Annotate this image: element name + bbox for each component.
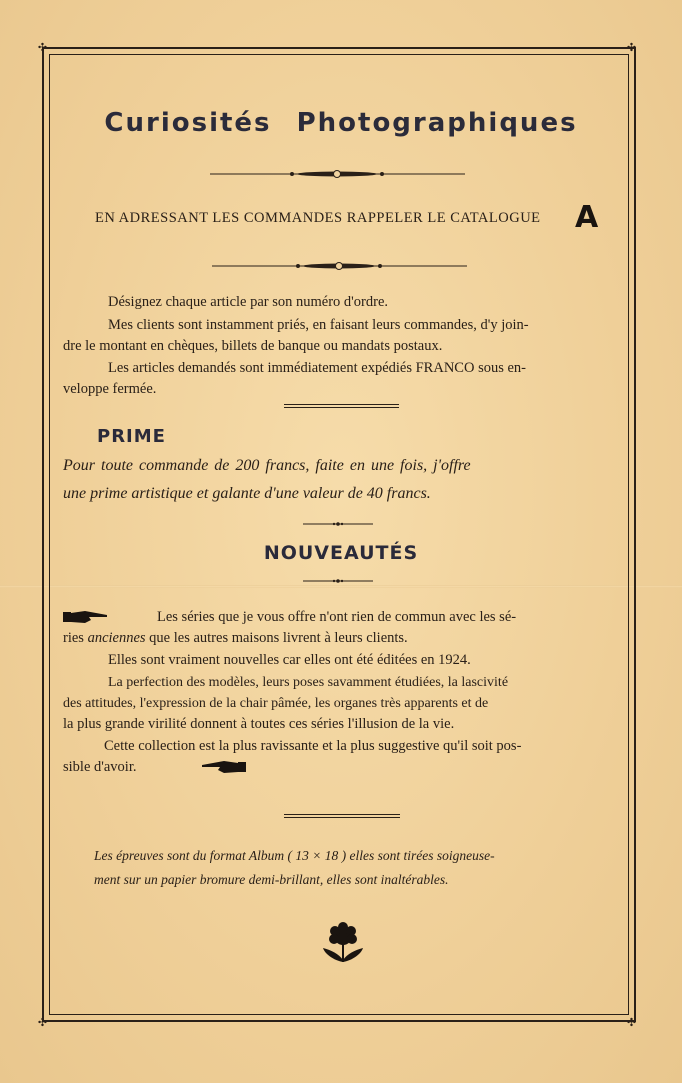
intro-paragraph-1: Désignez chaque article par son numéro d'ordre.	[108, 294, 389, 310]
format-note-line-1: Les épreuves sont du format Album ( 13 × 18 ) elles sont tirées soigneuse-	[94, 848, 495, 863]
nouveautes-heading: NOUVEAUTÉS	[263, 542, 419, 564]
pointing-hand-left-icon	[200, 759, 246, 775]
page-title: Curiosités Photographiques	[104, 108, 578, 138]
catalogue-letter: A	[575, 200, 599, 235]
double-rule	[284, 813, 400, 819]
catalogue-instruction: EN ADRESSANT LES COMMANDES RAPPELER LE CATALOGUE	[95, 210, 541, 226]
prime-text-line-1: Pour toute commande de 200 francs, faite en une fois, j'offre	[63, 457, 471, 474]
corner-ornament-icon: ✣	[37, 1016, 48, 1029]
intro-paragraph-2-line-2: dre le montant en chèques, billets de banque ou mandats postaux.	[63, 338, 443, 354]
intro-paragraph-3-line-1: Les articles demandés sont immédiatement expédiés FRANCO sous en-	[108, 360, 526, 376]
text-span: ries	[63, 630, 88, 646]
prime-heading: PRIME	[97, 426, 166, 447]
text-span: que les autres maisons livrent à leurs clients.	[145, 630, 408, 646]
corner-ornament-icon: ✣	[626, 1016, 637, 1029]
prime-text-line-2: une prime artistique et galante d'une valeur de 40 francs.	[63, 485, 431, 502]
nouveautes-line-8: sible d'avoir.	[63, 759, 137, 775]
small-rule	[303, 578, 373, 584]
nouveautes-line-1: Les séries que je vous offre n'ont rien de commun avec les sé-	[157, 609, 517, 625]
intro-paragraph-2-line-1: Mes clients sont instamment priés, en faisant leurs commandes, d'y join-	[108, 317, 529, 333]
small-rule	[303, 521, 373, 527]
nouveautes-line-2	[63, 628, 623, 649]
format-note-line-2: ment sur un papier bromure demi-brillant, elles sont inaltérables.	[94, 872, 449, 887]
double-rule	[284, 403, 399, 409]
corner-ornament-icon: ✣	[37, 41, 48, 54]
nouveautes-line-5: des attitudes, l'expression de la chair pâmée, les organes très apparents et de	[63, 696, 489, 711]
nouveautes-line-4: La perfection des modèles, leurs poses savamment étudiées, la lascivité	[108, 675, 509, 690]
corner-ornament-icon: ✣	[626, 41, 637, 54]
nouveautes-line-6: la plus grande virilité donnent à toutes ces séries l'illusion de la vie.	[63, 716, 455, 732]
pointing-hand-right-icon	[63, 609, 109, 625]
intro-paragraph-3-line-2: veloppe fermée.	[63, 381, 157, 397]
ornamental-rule	[210, 168, 465, 180]
nouveautes-line-7: Cette collection est la plus ravissante et la plus suggestive qu'il soit pos-	[104, 738, 522, 754]
flower-emblem-icon	[321, 922, 365, 970]
italic-word: anciennes	[87, 630, 146, 646]
nouveautes-line-3: Elles sont vraiment nouvelles car elles ont été éditées en 1924.	[108, 652, 471, 668]
ornamental-rule	[212, 260, 467, 272]
